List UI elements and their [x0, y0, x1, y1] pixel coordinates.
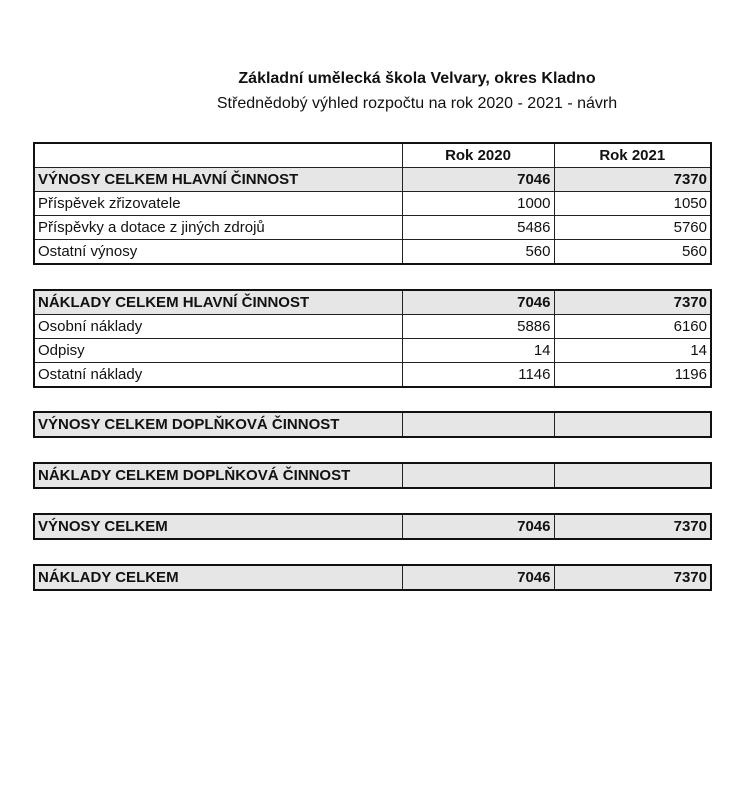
table-row [34, 240, 711, 265]
value-2020: 1000 [402, 192, 554, 216]
value-2021: 7370 [554, 168, 711, 192]
value-2021: 560 [554, 240, 711, 265]
table-row [34, 216, 711, 240]
value-2020: 1146 [402, 363, 554, 388]
row-label: VÝNOSY CELKEM DOPLŇKOVÁ ČINNOST [34, 412, 402, 437]
revenue-total-table [33, 513, 712, 540]
table-row [34, 565, 711, 590]
row-label: NÁKLADY CELKEM HLAVNÍ ČINNOST [34, 290, 402, 315]
value-2020: 560 [402, 240, 554, 265]
value-2021: 7370 [554, 514, 711, 539]
table-row [34, 412, 711, 437]
row-label: Příspěvek zřizovatele [34, 192, 402, 216]
row-label: Osobní náklady [34, 315, 402, 339]
row-label: Ostatní náklady [34, 363, 402, 388]
value-2021: 14 [554, 339, 711, 363]
value-2020: 14 [402, 339, 554, 363]
table-row [34, 463, 711, 488]
value-2020 [402, 463, 554, 488]
table-row [34, 514, 711, 539]
value-2021: 7370 [554, 565, 711, 590]
school-title: Základní umělecká škola Velvary, okres Kladno [238, 70, 596, 87]
value-2020: 5886 [402, 315, 554, 339]
table-header-row [34, 143, 711, 168]
value-2021: 5760 [554, 216, 711, 240]
value-2020: 7046 [402, 565, 554, 590]
value-2020 [402, 412, 554, 437]
header-label-cell [34, 143, 402, 168]
value-2021 [554, 412, 711, 437]
value-2020: 5486 [402, 216, 554, 240]
table-row [34, 339, 711, 363]
value-2020: 7046 [402, 290, 554, 315]
value-2021 [554, 463, 711, 488]
header-year-2021: Rok 2021 [554, 143, 711, 168]
value-2021: 1196 [554, 363, 711, 388]
costs-main-table [33, 289, 712, 388]
costs-side-table [33, 462, 712, 489]
value-2020: 7046 [402, 514, 554, 539]
document-subtitle: Střednědobý výhled rozpočtu na rok 2020 - 2021 - návrh [216, 95, 618, 112]
table-row [34, 315, 711, 339]
row-label: VÝNOSY CELKEM [34, 514, 402, 539]
row-label: NÁKLADY CELKEM DOPLŇKOVÁ ČINNOST [34, 463, 402, 488]
value-2021: 6160 [554, 315, 711, 339]
table-row [34, 192, 711, 216]
revenue-main-table [33, 142, 712, 265]
table-row [34, 168, 711, 192]
row-label: VÝNOSY CELKEM HLAVNÍ ČINNOST [34, 168, 402, 192]
costs-total-table [33, 564, 712, 591]
row-label: Odpisy [34, 339, 402, 363]
table-row [34, 290, 711, 315]
row-label: Ostatní výnosy [34, 240, 402, 265]
row-label: NÁKLADY CELKEM [34, 565, 402, 590]
revenue-side-table [33, 411, 712, 438]
value-2021: 7370 [554, 290, 711, 315]
value-2021: 1050 [554, 192, 711, 216]
value-2020: 7046 [402, 168, 554, 192]
table-row [34, 363, 711, 388]
header-year-2020: Rok 2020 [402, 143, 554, 168]
row-label: Příspěvky a dotace z jiných zdrojů [34, 216, 402, 240]
